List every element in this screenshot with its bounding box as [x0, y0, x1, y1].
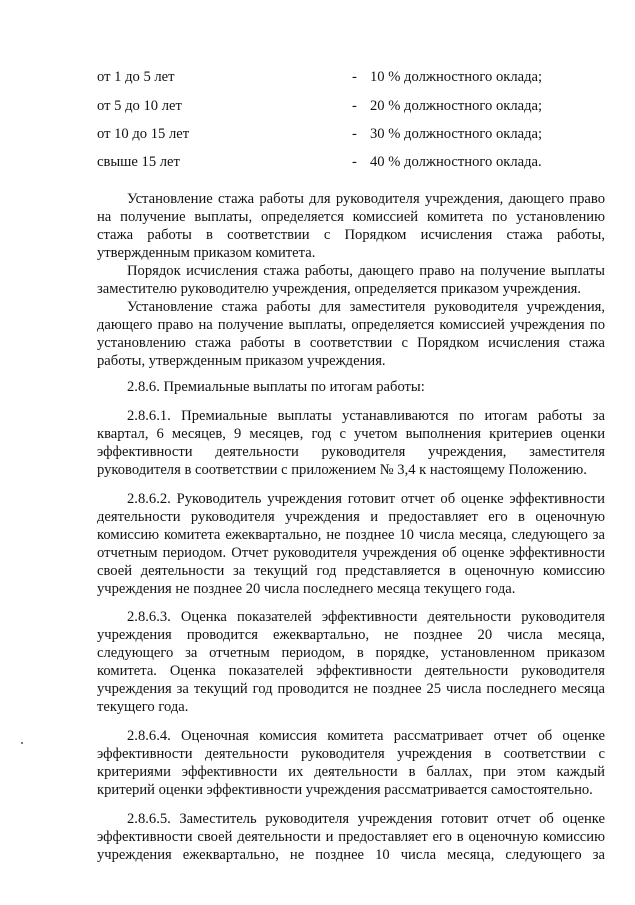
text-line: комитета. Оценка показателей эффективности деятельности руководителя [97, 663, 605, 679]
section-heading: 2.8.6. Премиальные выплаты по итогам работы: [127, 379, 425, 395]
rate-value: 40 % должностного оклада. [370, 154, 542, 170]
rate-dash: - [352, 126, 357, 142]
text-line: 2.8.6.3. Оценка показателей эффективности деятельности руководителя [127, 609, 605, 625]
text-line: 2.8.6.4. Оценочная комиссия комитета рассматривает отчет об оценке [127, 728, 605, 744]
text-line: эффективности деятельности руководителя учреждения в соответствии с [97, 746, 605, 762]
scan-speck [21, 742, 23, 744]
text-line: Установление стажа работы для заместителя руководителя учреждения, [127, 299, 605, 315]
rate-range: от 1 до 5 лет [97, 69, 175, 85]
rate-range: от 5 до 10 лет [97, 98, 182, 114]
text-line: стажа работы в соответствии с Порядком исчисления стажа работы, [97, 227, 605, 243]
text-line: 2.8.6.2. Руководитель учреждения готовит отчет об оценке эффективности [127, 491, 605, 507]
text-line: комиссию комитета ежеквартально, не позднее 10 числа месяца, следующего за [97, 527, 605, 543]
rate-range: от 10 до 15 лет [97, 126, 190, 142]
text-line: критерий оценки эффективности учреждения рассматривается самостоятельно. [97, 782, 593, 798]
text-line: установлению стажа работы в соответствии с Порядком исчисления стажа [97, 335, 605, 351]
text-line: критериями эффективности их деятельности в баллах, при этом каждый [97, 764, 605, 780]
text-line: на получение выплаты, определяется комиссией комитета по установлению [97, 209, 605, 225]
text-line: учреждения не позднее 20 числа последнего месяца текущего года. [97, 581, 516, 597]
rate-dash: - [352, 154, 357, 170]
text-line: деятельности руководителя учреждения и предоставляет его в оценочную [97, 509, 605, 525]
text-line: текущего года. [97, 699, 189, 715]
text-line: следующего за отчетным периодом, в порядке, установленном приказом [97, 645, 605, 661]
text-line: дающего право на получение выплаты, определяется комиссией учреждения по [97, 317, 605, 333]
rate-dash: - [352, 69, 357, 85]
rate-range: свыше 15 лет [97, 154, 180, 170]
text-line: 2.8.6.5. Заместитель руководителя учреждения готовит отчет об оценке [127, 811, 605, 827]
text-line: отчетным периодом. Отчет руководителя учреждения об оценке эффективности [97, 545, 605, 561]
text-line: Установление стажа работы для руководителя учреждения, дающего право [127, 191, 605, 207]
text-line: своей деятельности за текущий год представляется в оценочную комиссию [97, 563, 605, 579]
text-line: учреждения ежеквартально, не позднее 10 числа месяца, следующего за [97, 847, 605, 863]
rate-value: 10 % должностного оклада; [370, 69, 543, 85]
text-line: утвержденным приказом комитета. [97, 245, 316, 261]
text-line: работы, утвержденным приказом учреждения. [97, 353, 386, 369]
text-line: учреждения за текущий год проводится не позднее 25 числа последнего месяца [97, 681, 605, 697]
text-line: эффективности деятельности руководителя учреждения, заместителя [97, 444, 605, 460]
text-line: учреждения проводится ежеквартально, не позднее 20 числа месяца, [97, 627, 605, 643]
text-line: квартал, 6 месяцев, 9 месяцев, год с учетом выполнения критериев оценки [97, 426, 605, 442]
text-line: руководителя в соответствии с приложением № 3,4 к настоящему Положению. [97, 462, 587, 478]
text-line: Порядок исчисления стажа работы, дающего право на получение выплаты [127, 263, 605, 279]
rate-dash: - [352, 98, 357, 114]
rate-value: 20 % должностного оклада; [370, 98, 543, 114]
rate-value: 30 % должностного оклада; [370, 126, 543, 142]
text-line: эффективности своей деятельности и предоставляет его в оценочную комиссию [97, 829, 605, 845]
text-line: 2.8.6.1. Премиальные выплаты устанавливаются по итогам работы за [127, 408, 605, 424]
text-line: заместителю руководителю учреждения, определяется приказом учреждения. [97, 281, 582, 297]
